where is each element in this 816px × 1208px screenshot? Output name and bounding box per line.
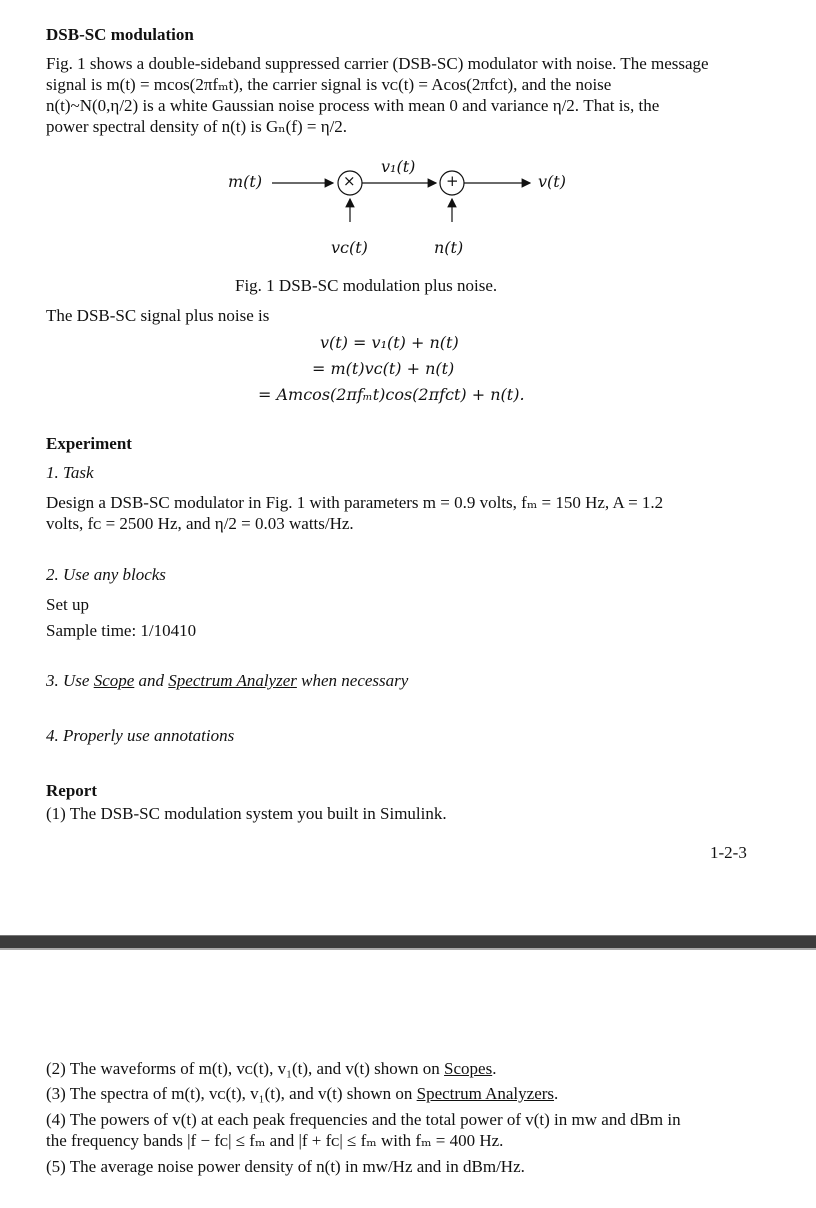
intro-line-2: signal is m(t) = mcos(2πfₘt), the carrier signal is vᴄ(t) = Acos(2πfᴄt), and the noise: [46, 75, 612, 94]
report-item-3: [46, 1083, 558, 1104]
report-item-2-text: (2) The waveforms of m(t), vᴄ(t), v₁(t), and v(t) shown on: [46, 1059, 445, 1078]
sample-time: Sample time: 1/10410: [46, 621, 197, 640]
setup-label: Set up: [46, 595, 89, 614]
task-line-1: Design a DSB-SC modulator in Fig. 1 with parameters m = 0.9 volts, fₘ = 150 Hz, A = 1.2: [46, 493, 664, 512]
report-item-4-line-1: (4) The powers of v(t) at each peak frequencies and the total power of v(t) in mw and dBm in: [46, 1110, 681, 1129]
item3-suffix: when necessary: [296, 671, 409, 690]
figure-caption: Fig. 1 DSB-SC modulation plus noise.: [235, 276, 498, 295]
item3-and: and: [134, 671, 169, 690]
mid-label: v₁(t): [381, 157, 416, 176]
report-heading: Report: [46, 781, 97, 800]
output-label: v(t): [538, 172, 566, 191]
equation-2: = m(t)vᴄ(t) + n(t): [312, 359, 455, 378]
item-use-scope: [46, 671, 408, 691]
experiment-heading: Experiment: [46, 434, 132, 453]
scope-link[interactable]: Scope: [93, 671, 135, 690]
spectrum-analyzers-link[interactable]: Spectrum Analyzers: [416, 1084, 555, 1103]
report-item-5: (5) The average noise power density of n(t) in mw/Hz and in dBm/Hz.: [46, 1157, 525, 1176]
intro-line-1: Fig. 1 shows a double-sideband suppressed carrier (DSB-SC) modulator with noise. The message: [46, 54, 709, 73]
input-label: m(t): [228, 172, 263, 191]
multiply-symbol: ×: [343, 172, 356, 190]
item3-prefix: 3. Use: [46, 671, 94, 690]
item-annotations: 4. Properly use annotations: [46, 726, 235, 745]
page-break-bar: [0, 935, 816, 950]
page-number: 1-2-3: [710, 843, 747, 862]
task-line-2: volts, fᴄ = 2500 Hz, and η/2 = 0.03 watts/Hz.: [46, 514, 354, 533]
intro-line-3: n(t)~N(0,η/2) is a white Gaussian noise process with mean 0 and variance η/2. That is, the: [46, 96, 660, 115]
noise-label: n(t): [434, 238, 464, 257]
report-item-3-end: .: [554, 1084, 559, 1103]
carrier-label: vᴄ(t): [331, 238, 368, 257]
block-diagram: [0, 150, 816, 270]
section-title: DSB-SC modulation: [46, 25, 194, 44]
intro-line-4: power spectral density of n(t) is Gₙ(f) = η/2.: [46, 117, 348, 136]
signal-intro: The DSB-SC signal plus noise is: [46, 306, 270, 325]
report-item-2: [46, 1058, 496, 1079]
report-item-1: (1) The DSB-SC modulation system you built in Simulink.: [46, 804, 447, 823]
scopes-link[interactable]: Scopes: [444, 1059, 493, 1078]
task-heading: 1. Task: [46, 463, 94, 482]
report-item-4-line-2: the frequency bands |f − fᴄ| ≤ fₘ and |f + fᴄ| ≤ fₘ with fₘ = 400 Hz.: [46, 1131, 504, 1150]
report-item-3-text: (3) The spectra of m(t), vᴄ(t), v₁(t), and v(t) shown on: [46, 1084, 417, 1103]
equation-3: = Amcos(2πfₘt)cos(2πfᴄt) + n(t).: [258, 385, 525, 404]
item-use-blocks: 2. Use any blocks: [46, 565, 166, 584]
add-symbol: +: [446, 172, 459, 190]
equation-1: v(t) = v₁(t) + n(t): [320, 333, 459, 352]
report-item-2-end: .: [492, 1059, 497, 1078]
spectrum-analyzer-link[interactable]: Spectrum Analyzer: [168, 671, 297, 690]
